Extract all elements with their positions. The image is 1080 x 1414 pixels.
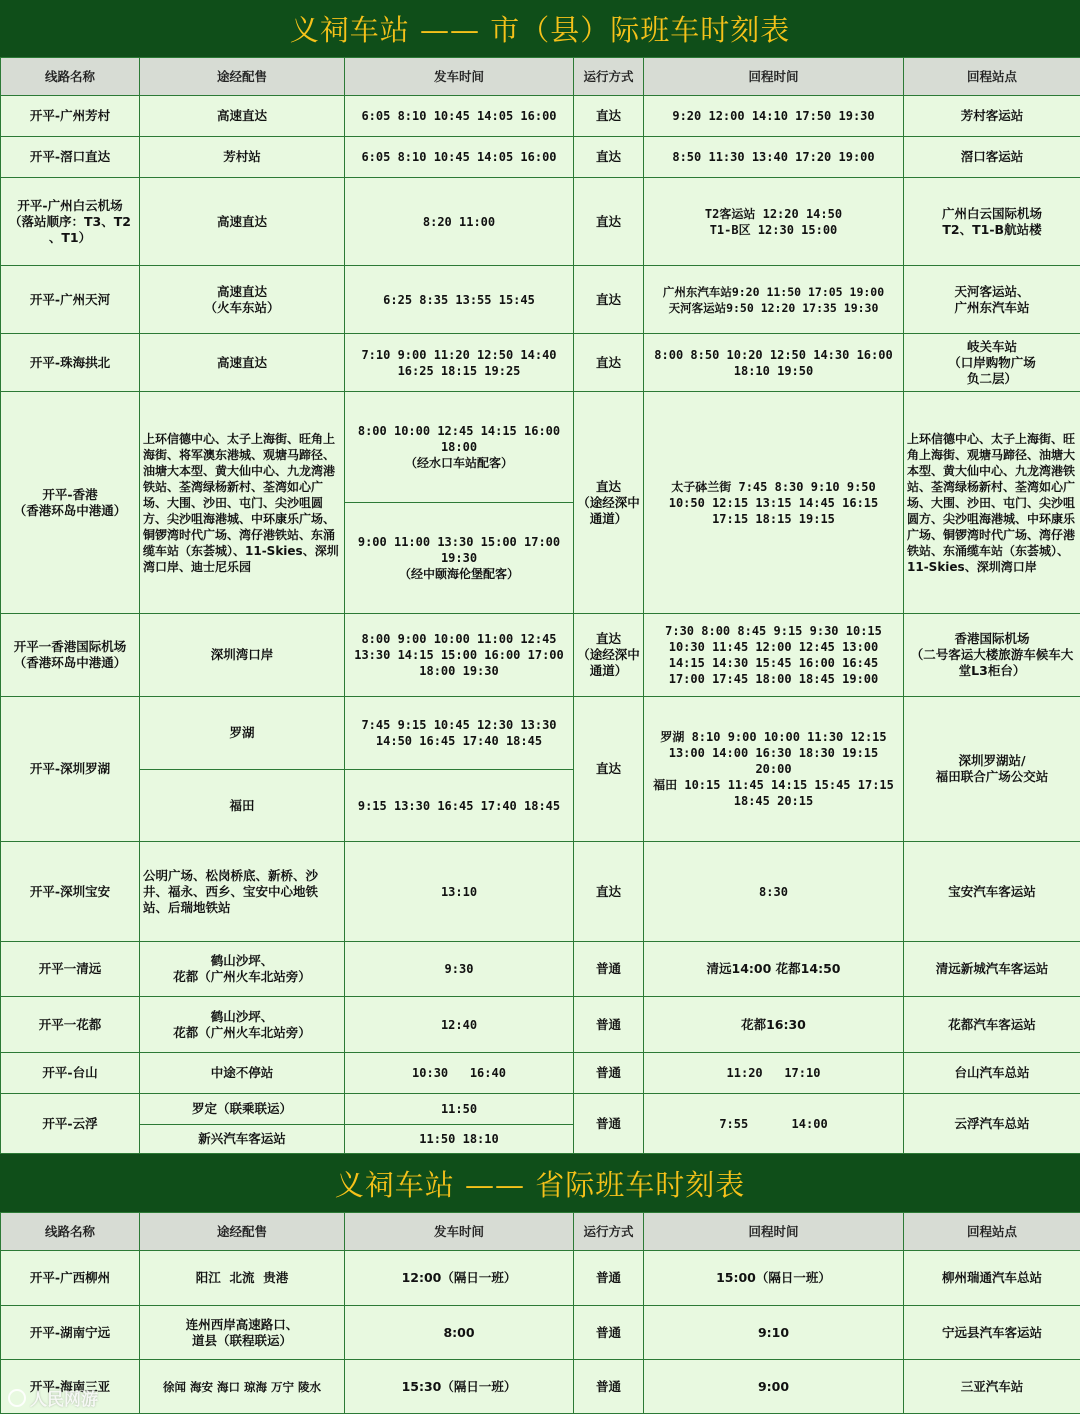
depart-times: 12:40: [345, 997, 574, 1053]
run-mode: 直达: [574, 842, 644, 942]
route-name: 开平-海南三亚: [1, 1360, 140, 1414]
table-row: [1, 96, 1080, 137]
return-times: 8:50 11:30 13:40 17:20 19:00: [644, 137, 904, 178]
run-mode: 普通: [574, 1094, 644, 1154]
header-row: [1, 1213, 1080, 1251]
via-stops: 上环信德中心、太子上海街、旺角上海街、将军澳东港城、观塘马蹄径、油塘大本型、黄大仙中心、九龙湾港铁站、荃湾绿杨新村、荃湾如心广场、大围、沙田、屯门、尖沙咀圆方、尖沙咀海港城、中环康乐广场、铜锣湾时代广场、湾仔港铁站、东涌缆车站（东荟城）、11-Skies、深圳湾口岸、迪士尼乐园: [140, 392, 345, 614]
return-times: 7:55 14:00: [644, 1094, 904, 1154]
via-stops: 罗湖: [140, 697, 345, 770]
route-name: 开平一花都: [1, 997, 140, 1053]
depart-times: 15:30（隔日一班）: [345, 1360, 574, 1414]
route-name: 开平-广州白云机场 （落站顺序：T3、T2 、T1）: [1, 178, 140, 266]
route-name: 开平-香港 （香港环岛中港通）: [1, 392, 140, 614]
run-mode: 直达: [574, 96, 644, 137]
depart-times: 11:50 18:10: [345, 1125, 574, 1154]
header-depart: 发车时间: [345, 1213, 574, 1251]
return-times: 太子砵兰街 7:45 8:30 9:10 9:50 10:50 12:15 13:15 14:45 16:15 17:15 18:15 19:15: [644, 392, 904, 614]
return-times: 11:20 17:10: [644, 1053, 904, 1094]
table-row: [1, 942, 1080, 997]
via-stops: 连州西岸高速路口、 道县（联程联运）: [140, 1306, 345, 1360]
route-name: 开平-深圳宝安: [1, 842, 140, 942]
via-stops: 高速直达 （火车东站）: [140, 266, 345, 334]
table-row: [1, 137, 1080, 178]
run-mode: 直达: [574, 137, 644, 178]
return-times: 罗湖 8:10 9:00 10:00 11:30 12:15 13:00 14:00 16:30 18:30 19:15 20:00 福田 10:15 11:45 14:15 15:45 17:15 18:45 20:15: [644, 697, 904, 842]
depart-times: 8:00: [345, 1306, 574, 1360]
city-schedule-title: 义祠车站 —— 市（县）际班车时刻表: [0, 0, 1080, 57]
depart-times: 11:50: [345, 1094, 574, 1125]
return-station: 宝安汽车客运站: [904, 842, 1080, 942]
depart-times: 8:00 9:00 10:00 11:00 12:45 13:30 14:15 15:00 16:00 17:00 18:00 19:30: [345, 614, 574, 697]
header-return-station: 回程站点: [904, 58, 1080, 96]
via-stops: 福田: [140, 770, 345, 842]
header-route: 线路名称: [1, 58, 140, 96]
return-times: 9:00: [644, 1360, 904, 1414]
route-name: 开平-滘口直达: [1, 137, 140, 178]
table-row: [1, 334, 1080, 392]
return-station: 深圳罗湖站/ 福田联合广场公交站: [904, 697, 1080, 842]
return-times: 广州东汽车站9:20 11:50 17:05 19:00 天河客运站9:50 12:20 17:35 19:30: [644, 266, 904, 334]
run-mode: 普通: [574, 942, 644, 997]
table-row: [1, 842, 1080, 942]
depart-times: 6:05 8:10 10:45 14:05 16:00: [345, 137, 574, 178]
run-mode: 直达: [574, 178, 644, 266]
table-row: [1, 178, 1080, 266]
header-depart: 发车时间: [345, 58, 574, 96]
route-name: 开平一清远: [1, 942, 140, 997]
via-stops: 中途不停站: [140, 1053, 345, 1094]
table-row: [1, 266, 1080, 334]
run-mode: 直达 （途经深中 通道）: [574, 614, 644, 697]
return-station: 柳州瑞通汽车总站: [904, 1251, 1080, 1306]
header-via: 途经配售: [140, 58, 345, 96]
header-via: 途经配售: [140, 1213, 345, 1251]
return-station: 台山汽车总站: [904, 1053, 1080, 1094]
depart-times: 12:00（隔日一班）: [345, 1251, 574, 1306]
table-row: [1, 1360, 1080, 1414]
depart-times: 10:30 16:40: [345, 1053, 574, 1094]
run-mode: 直达: [574, 697, 644, 842]
via-stops: 深圳湾口岸: [140, 614, 345, 697]
return-times: 花都16:30: [644, 997, 904, 1053]
header-return-station: 回程站点: [904, 1213, 1080, 1251]
run-mode: 普通: [574, 1306, 644, 1360]
depart-times: 7:45 9:15 10:45 12:30 13:30 14:50 16:45 17:40 18:45: [345, 697, 574, 770]
route-name: 开平-台山: [1, 1053, 140, 1094]
return-times: 清远14:00 花都14:50: [644, 942, 904, 997]
route-name: 开平-云浮: [1, 1094, 140, 1154]
depart-times: 9:15 13:30 16:45 17:40 18:45: [345, 770, 574, 842]
return-station: 三亚汽车站: [904, 1360, 1080, 1414]
via-stops: 鹤山沙坪、 花都（广州火车北站旁）: [140, 942, 345, 997]
return-station: 芳村客运站: [904, 96, 1080, 137]
depart-times: 9:30: [345, 942, 574, 997]
depart-times: 13:10: [345, 842, 574, 942]
via-stops: 高速直达: [140, 96, 345, 137]
table-row: [1, 1094, 1080, 1125]
via-stops: 徐闻 海安 海口 琼海 万宁 陵水: [140, 1360, 345, 1414]
header-route: 线路名称: [1, 1213, 140, 1251]
run-mode: 直达: [574, 266, 644, 334]
run-mode: 直达 （途经深中 通道）: [574, 392, 644, 614]
return-station: 清远新城汽车客运站: [904, 942, 1080, 997]
table-row: [1, 997, 1080, 1053]
return-station: 岐关车站 （口岸购物广场 负二层）: [904, 334, 1080, 392]
return-station: 天河客运站、 广州东汽车站: [904, 266, 1080, 334]
header-mode: 运行方式: [574, 58, 644, 96]
header-return-time: 回程时间: [644, 58, 904, 96]
run-mode: 普通: [574, 1251, 644, 1306]
return-station: 广州白云国际机场 T2、T1-B航站楼: [904, 178, 1080, 266]
depart-times: 8:00 10:00 12:45 14:15 16:00 18:00 （经水口车站配客）: [345, 392, 574, 503]
return-times: 7:30 8:00 8:45 9:15 9:30 10:15 10:30 11:45 12:00 12:45 13:00 14:15 14:30 15:45 16:00 16:45 17:00 17:45 18:00 18:45 19:00: [644, 614, 904, 697]
table-row: [1, 392, 1080, 503]
table-row: [1, 614, 1080, 697]
watermark-text: 人民网游: [30, 1390, 98, 1410]
return-station: 花都汽车客运站: [904, 997, 1080, 1053]
route-name: 开平-广州芳村: [1, 96, 140, 137]
header-mode: 运行方式: [574, 1213, 644, 1251]
return-station: 云浮汽车总站: [904, 1094, 1080, 1154]
route-name: 开平-珠海拱北: [1, 334, 140, 392]
city-schedule-table: [0, 57, 1080, 1154]
via-stops: 公明广场、松岗桥底、新桥、沙井、福永、西乡、宝安中心地铁站、后瑞地铁站: [140, 842, 345, 942]
via-stops: 阳江 北流 贵港: [140, 1251, 345, 1306]
return-station: 香港国际机场 （二号客运大楼旅游车候车大堂L3柜台）: [904, 614, 1080, 697]
province-schedule-title: 义祠车站 —— 省际班车时刻表: [0, 1154, 1080, 1212]
header-row: [1, 58, 1080, 96]
return-station: 滘口客运站: [904, 137, 1080, 178]
return-times: 8:30: [644, 842, 904, 942]
run-mode: 普通: [574, 1360, 644, 1414]
route-name: 开平-深圳罗湖: [1, 697, 140, 842]
table-row: [1, 1053, 1080, 1094]
camera-icon: [8, 1389, 26, 1407]
table-row: [1, 1251, 1080, 1306]
via-stops: 芳村站: [140, 137, 345, 178]
depart-times: 9:00 11:00 13:30 15:00 17:00 19:30 （经中颐海伦堡配客）: [345, 503, 574, 614]
depart-times: 8:20 11:00: [345, 178, 574, 266]
run-mode: 普通: [574, 1053, 644, 1094]
table-row: [1, 1306, 1080, 1360]
return-station: 上环信德中心、太子上海街、旺角上海街、观塘马蹄径、油塘大本型、黄大仙中心、九龙湾港铁站、荃湾绿杨新村、荃湾如心广场、大围、沙田、屯门、尖沙咀圆方、尖沙咀海港城、中环康乐广场、铜锣湾时代广场、湾仔港铁站、东涌缆车站（东荟城）、11-Skies、深圳湾口岸: [904, 392, 1080, 614]
depart-times: 7:10 9:00 11:20 12:50 14:40 16:25 18:15 19:25: [345, 334, 574, 392]
return-times: 9:10: [644, 1306, 904, 1360]
return-times: 9:20 12:00 14:10 17:50 19:30: [644, 96, 904, 137]
return-times: 15:00（隔日一班）: [644, 1251, 904, 1306]
return-times: 8:00 8:50 10:20 12:50 14:30 16:00 18:10 19:50: [644, 334, 904, 392]
return-times: T2客运站 12:20 14:50 T1-B区 12:30 15:00: [644, 178, 904, 266]
route-name: 开平-广州天河: [1, 266, 140, 334]
via-stops: 高速直达: [140, 178, 345, 266]
depart-times: 6:25 8:35 13:55 15:45: [345, 266, 574, 334]
via-stops: 新兴汽车客运站: [140, 1125, 345, 1154]
run-mode: 直达: [574, 334, 644, 392]
route-name: 开平-湖南宁远: [1, 1306, 140, 1360]
run-mode: 普通: [574, 997, 644, 1053]
via-stops: 罗定（联乘联运）: [140, 1094, 345, 1125]
header-return-time: 回程时间: [644, 1213, 904, 1251]
return-station: 宁远县汽车客运站: [904, 1306, 1080, 1360]
table-row: [1, 697, 1080, 770]
watermark: [8, 1385, 98, 1410]
via-stops: 鹤山沙坪、 花都（广州火车北站旁）: [140, 997, 345, 1053]
route-name: 开平-广西柳州: [1, 1251, 140, 1306]
depart-times: 6:05 8:10 10:45 14:05 16:00: [345, 96, 574, 137]
province-schedule-table: [0, 1212, 1080, 1414]
route-name: 开平一香港国际机场 （香港环岛中港通）: [1, 614, 140, 697]
via-stops: 高速直达: [140, 334, 345, 392]
